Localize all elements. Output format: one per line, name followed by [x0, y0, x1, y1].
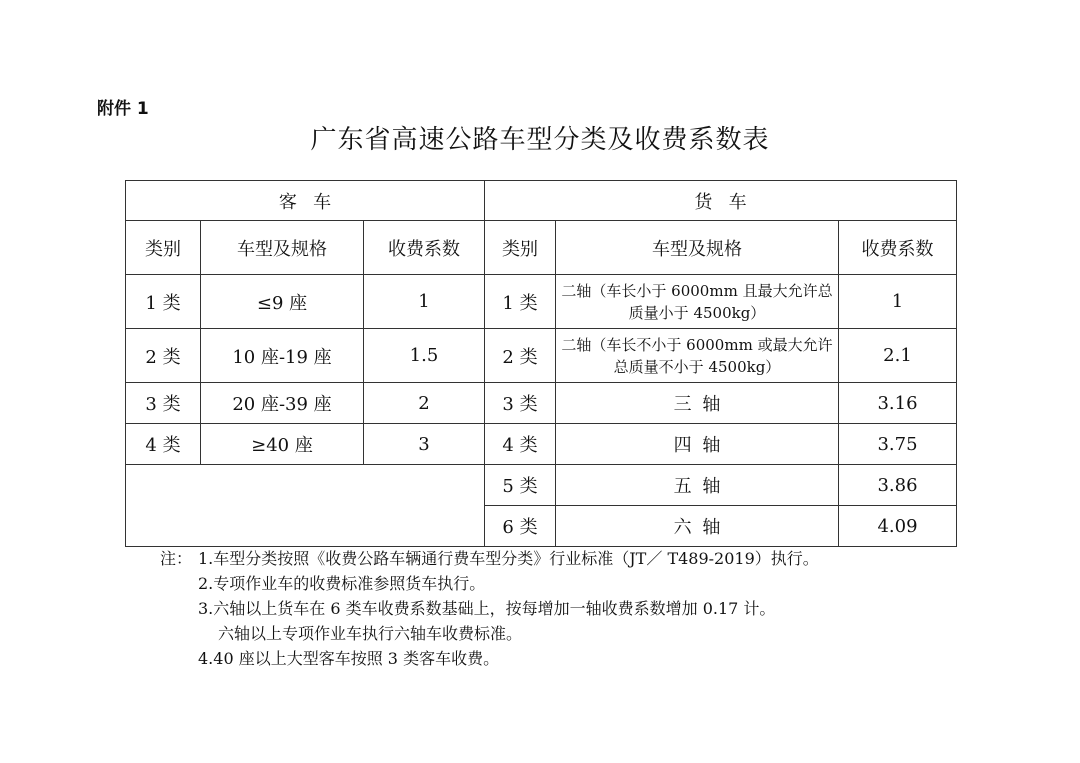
freight-class: 2 类 — [485, 329, 556, 383]
freight-coef: 4.09 — [839, 506, 957, 547]
table-row — [126, 424, 957, 465]
table-row — [126, 329, 957, 383]
attachment-label: 附件 1 — [97, 99, 149, 119]
column-header: 类别 — [126, 221, 201, 275]
freight-coef: 2.1 — [839, 329, 957, 383]
note-item: 3.六轴以上货车在 6 类车收费系数基础上，按每增加一轴收费系数增加 0.17 计。 — [198, 599, 776, 618]
note-item: 1.车型分类按照《收费公路车辆通行费车型分类》行业标准（JT／ T489-2019）执行。 — [198, 549, 819, 568]
passenger-spec: ≥40 座 — [201, 424, 364, 465]
passenger-coef: 3 — [364, 424, 485, 465]
passenger-coef: 2 — [364, 383, 485, 424]
passenger-spec: 10 座-19 座 — [201, 329, 364, 383]
passenger-class: 3 类 — [126, 383, 201, 424]
passenger-spec: 20 座-39 座 — [201, 383, 364, 424]
passenger-coef: 1 — [364, 275, 485, 329]
notes-section — [160, 546, 819, 671]
column-header: 收费系数 — [839, 221, 957, 275]
freight-spec: 三轴 — [556, 383, 839, 424]
passenger-spec: ≤9 座 — [201, 275, 364, 329]
notes-label: 注： — [160, 549, 193, 568]
freight-class: 6 类 — [485, 506, 556, 547]
passenger-class: 1 类 — [126, 275, 201, 329]
passenger-coef: 1.5 — [364, 329, 485, 383]
passenger-class: 2 类 — [126, 329, 201, 383]
freight-coef: 3.86 — [839, 465, 957, 506]
freight-spec: 五轴 — [556, 465, 839, 506]
freight-spec: 四轴 — [556, 424, 839, 465]
table-row — [126, 383, 957, 424]
freight-group-header: 货车 — [485, 181, 957, 221]
freight-class: 3 类 — [485, 383, 556, 424]
freight-coef: 3.16 — [839, 383, 957, 424]
page-title: 广东省高速公路车型分类及收费系数表 — [310, 125, 770, 155]
empty-cell — [126, 465, 485, 547]
freight-class: 4 类 — [485, 424, 556, 465]
note-item: 4.40 座以上大型客车按照 3 类客车收费。 — [198, 649, 500, 668]
column-header: 类别 — [485, 221, 556, 275]
freight-class: 5 类 — [485, 465, 556, 506]
freight-coef: 1 — [839, 275, 957, 329]
column-header: 收费系数 — [364, 221, 485, 275]
passenger-group-header: 客车 — [126, 181, 485, 221]
freight-coef: 3.75 — [839, 424, 957, 465]
fee-coefficient-table — [125, 180, 957, 547]
passenger-class: 4 类 — [126, 424, 201, 465]
freight-class: 1 类 — [485, 275, 556, 329]
column-header: 车型及规格 — [556, 221, 839, 275]
freight-spec: 二轴（车长小于 6000mm 且最大允许总质量小于 4500kg） — [556, 275, 839, 329]
column-header: 车型及规格 — [201, 221, 364, 275]
table-row — [126, 465, 957, 506]
note-item: 六轴以上专项作业车执行六轴车收费标准。 — [218, 624, 523, 643]
freight-spec: 六轴 — [556, 506, 839, 547]
freight-spec: 二轴（车长不小于 6000mm 或最大允许总质量不小于 4500kg） — [556, 329, 839, 383]
note-item: 2.专项作业车的收费标准参照货车执行。 — [198, 574, 486, 593]
table-row — [126, 275, 957, 329]
